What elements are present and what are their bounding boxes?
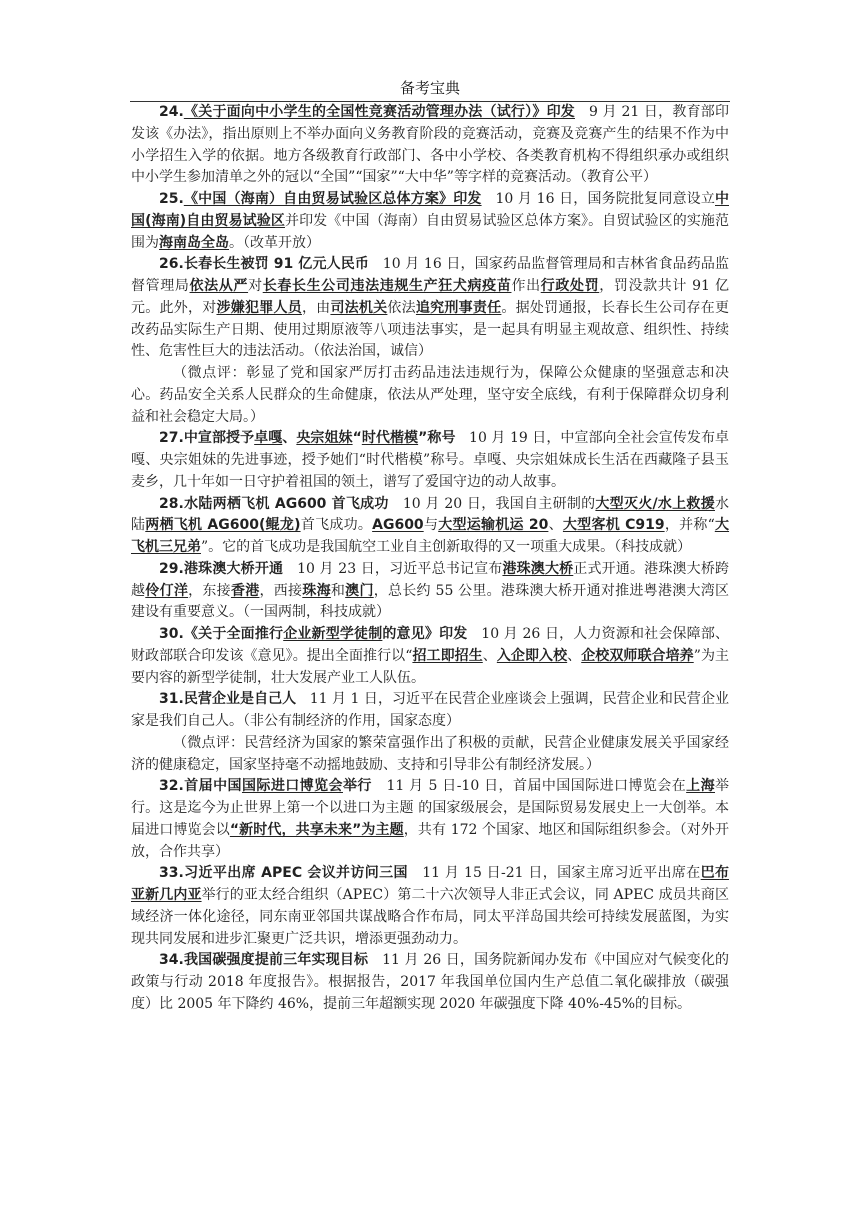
- item-32: 32.首届中国国际进口博览会举行 11 月 5 日-10 日，首届中国国际进口博览会在上海举行。这是迄今为止世界上第一个以进口为主题 的国家级展会，是国际贸易发展史上一大创举。本届进口博览会以“新时代，共享未来”为主题，共有 172 个国家、地区和国际组织参会。（对外开放，合作共享）: [131, 778, 730, 860]
- item-34: 34.我国碳强度提前三年实现目标 11 月 26 日，国务院新闻办发布《中国应对气候变化的政策与行动 2018 年度报告》。根据报告，2017 年我国单位国内生产总值二氧化碳排放（碳强度）比 2005 年下降约 46%，提前三年超额实现 2020 年碳强度下降 40%-45%的目标。: [131, 952, 730, 1012]
- item-27: 27.中宣部授予卓嘎、央宗姐妹“时代楷模”称号 10 月 19 日，中宣部向全社会宣传发布卓嘎、央宗姐妹的先进事迹，授予她们“时代楷模”称号。卓嘎、央宗姐妹成长生活在西藏隆子县玉麦乡，几十年如一日守护着祖国的领土，谱写了爱国守边的动人故事。: [131, 430, 730, 490]
- item-26-comment: （微点评：彰显了党和国家严厉打击药品违法违规行为，保障公众健康的坚强意志和决心。药品安全关系人民群众的生命健康，依法从严处理，坚守安全底线，有利于保障群众切身利益和社会稳定大局。）: [131, 365, 729, 425]
- page-header: 备考宝典: [399, 79, 460, 97]
- item-30: 30.《关于全面推行企业新型学徒制的意见》印发 10 月 26 日，人力资源和社会保障部、财政部联合印发该《意见》。提出全面推行以“招工即招生、入企即入校、企校双师联合培养”为主要内容的新型学徒制，壮大发展产业工人队伍。: [131, 626, 730, 686]
- document-body: [131, 102, 729, 1016]
- item-28: 28.水陆两栖飞机 AG600 首飞成功 10 月 20 日，我国自主研制的大型灭火/水上救援水陆两栖飞机 AG600(鲲龙)首飞成功。AG600与大型运输机运 20、大型客机 C919，并称“大飞机三兄弟”。它的首飞成功是我国航空工业自主创新取得的又一项重大成果。（科技成就）: [131, 495, 730, 555]
- item-24: 24.《关于面向中小学生的全国性竞赛活动管理办法（试行）》印发 9 月 21 日，教育部印发该《办法》，指出原则上不举办面向义务教育阶段的竞赛活动，竞赛及竞赛产生的结果不作为中小学招生入学的依据。地方各级教育行政部门、各中小学校、各类教育机构不得组织承办或组织中小学生参加清单之外的冠以“全国”“国家”“大中华”等字样的竞赛活动。（教育公平）: [131, 104, 729, 186]
- item-31-comment: （微点评：民营经济为国家的繁荣富强作出了积极的贡献，民营企业健康发展关乎国家经济的健康稳定，国家坚持毫不动摇地鼓励、支持和引导非公有制经济发展。）: [131, 734, 729, 773]
- item-33: 33.习近平出席 APEC 会议并访问三国 11 月 15 日-21 日，国家主席习近平出席在巴布亚新几内亚举行的亚太经合组织（APEC）第二十六次领导人非正式会议，同 APEC 成员共商区域经济一体化途径，同东南亚邻国共谋战略合作布局，同太平洋岛国共绘可持续发展蓝图，为实现共同发展和进步汇聚更广泛共识，增添更强劲动力。: [131, 865, 730, 947]
- item-29: 29.港珠澳大桥开通 10 月 23 日，习近平总书记宣布港珠澳大桥正式开通。港珠澳大桥跨越伶仃洋，东接香港，西接珠海和澳门，总长约 55 公里。港珠澳大桥开通对推进粤港澳大湾区建设有重要意义。（一国两制，科技成就）: [131, 560, 730, 621]
- item-25: 25.《中国（海南）自由贸易试验区总体方案》印发 10 月 16 日，国务院批复同意设立中国(海南)自由贸易试验区并印发《中国（海南）自由贸易试验区总体方案》。自贸试验区的实施范围为海南岛全岛。（改革开放）: [131, 191, 730, 251]
- item-26: 26.长春长生被罚 91 亿元人民币 10 月 16 日，国家药品监督管理局和吉林省食品药品监督管理局依法从严对长春长生公司违法违规生产狂犬病疫苗作出行政处罚，罚没款共计 91 亿元。此外，对涉嫌犯罪人员，由司法机关依法追究刑事责任。据处罚通报，长春长生公司存在更改药品实际生产日期、使用过期原液等八项违法事实，是一起具有明显主观故意、组织性、持续性、危害性巨大的违法活动。（依法治国，诚信）: [131, 256, 730, 360]
- item-31: 31.民营企业是自己人 11 月 1 日，习近平在民营企业座谈会上强调，民营企业和民营企业家是我们自己人。（非公有制经济的作用，国家态度）: [131, 691, 729, 729]
